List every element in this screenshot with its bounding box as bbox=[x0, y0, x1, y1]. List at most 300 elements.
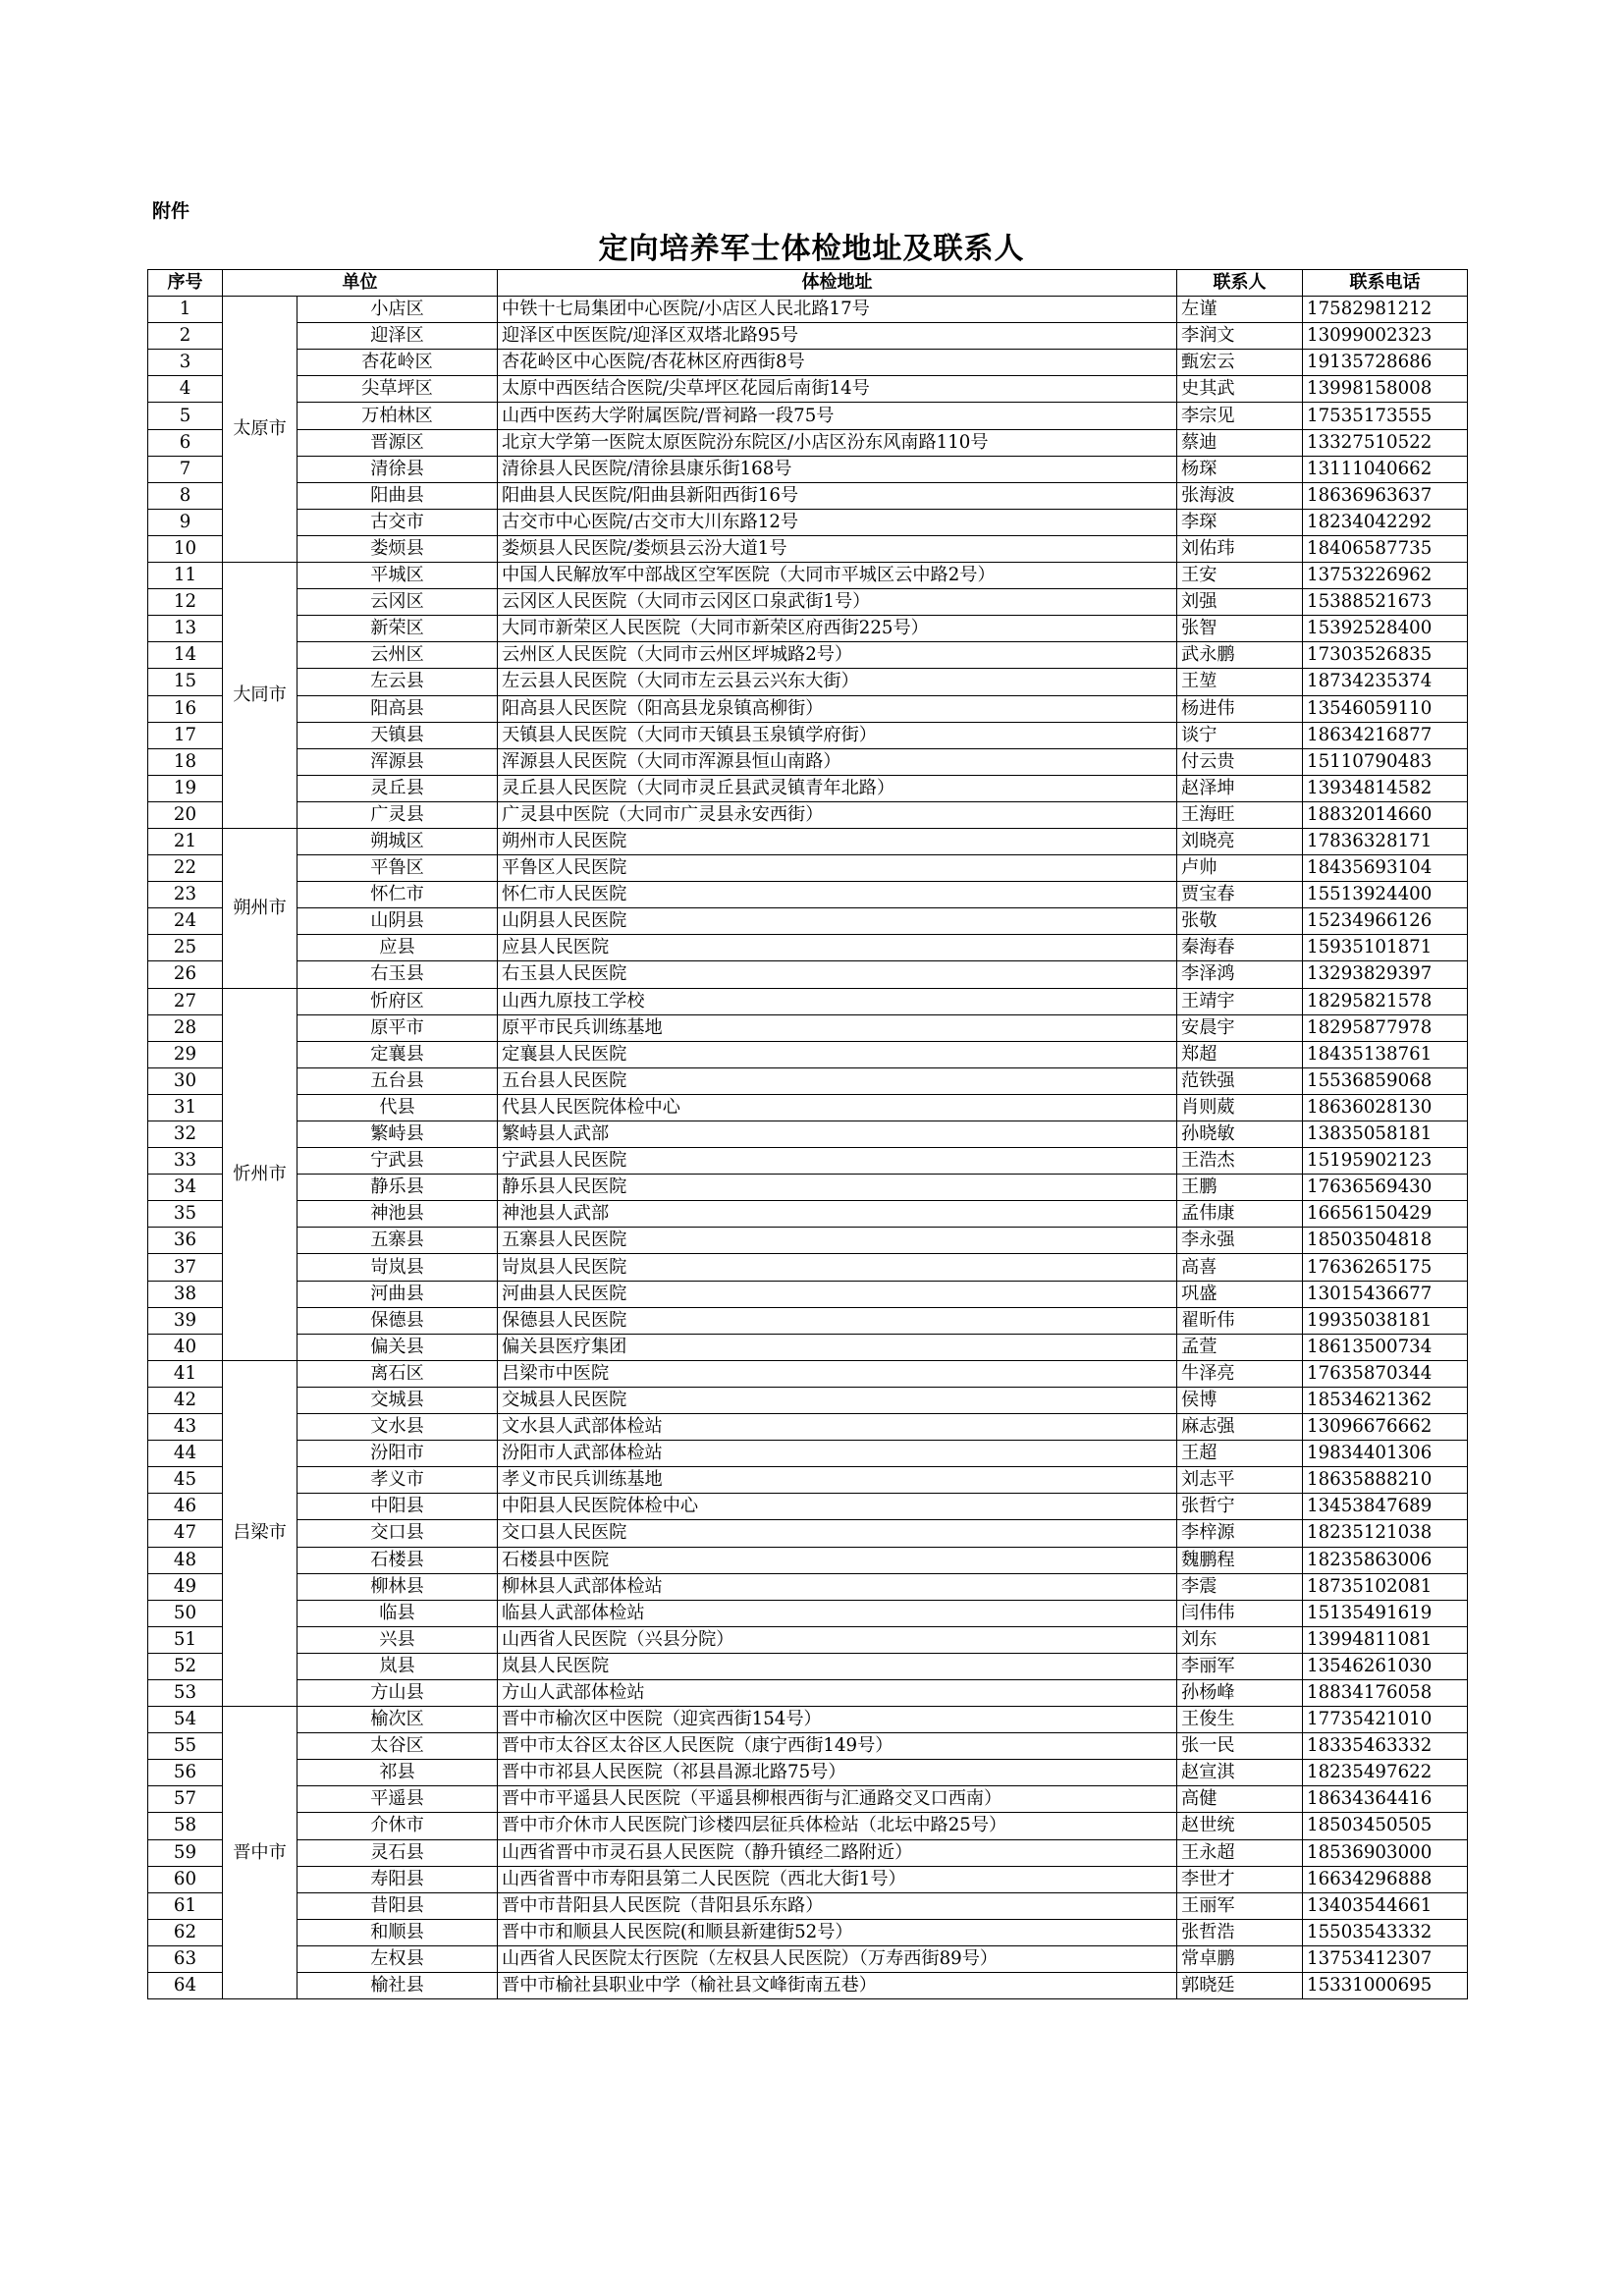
district-cell: 祁县 bbox=[298, 1760, 498, 1786]
address-cell: 岚县人民医院 bbox=[498, 1653, 1177, 1679]
address-cell: 神池县人武部 bbox=[498, 1201, 1177, 1228]
district-cell: 和顺县 bbox=[298, 1919, 498, 1945]
table-row bbox=[148, 1414, 1468, 1441]
contact-cell: 杨进伟 bbox=[1177, 695, 1303, 722]
phone-cell: 13111040662 bbox=[1303, 456, 1468, 482]
phone-cell: 13753226962 bbox=[1303, 563, 1468, 589]
contact-cell: 王超 bbox=[1177, 1441, 1303, 1467]
phone-cell: 18834176058 bbox=[1303, 1679, 1468, 1706]
address-cell: 吕梁市中医院 bbox=[498, 1360, 1177, 1387]
phone-cell: 17535173555 bbox=[1303, 403, 1468, 429]
table-row bbox=[148, 1892, 1468, 1919]
phone-cell: 13403544661 bbox=[1303, 1892, 1468, 1919]
seq-cell: 62 bbox=[148, 1919, 223, 1945]
district-cell: 山阴县 bbox=[298, 908, 498, 935]
table-row bbox=[148, 350, 1468, 376]
seq-cell: 56 bbox=[148, 1760, 223, 1786]
seq-cell: 48 bbox=[148, 1547, 223, 1573]
contact-cell: 李琛 bbox=[1177, 509, 1303, 535]
contact-cell: 秦海春 bbox=[1177, 935, 1303, 961]
seq-cell: 49 bbox=[148, 1573, 223, 1600]
phone-cell: 13998158008 bbox=[1303, 376, 1468, 403]
contact-cell: 魏鹏程 bbox=[1177, 1547, 1303, 1573]
district-cell: 繁峙县 bbox=[298, 1121, 498, 1148]
seq-cell: 2 bbox=[148, 323, 223, 350]
table-row bbox=[148, 1467, 1468, 1494]
contact-cell: 赵泽坤 bbox=[1177, 775, 1303, 801]
address-cell: 河曲县人民医院 bbox=[498, 1281, 1177, 1307]
contact-cell: 郑超 bbox=[1177, 1041, 1303, 1067]
address-cell: 晋中市榆次区中医院（迎宾西街154号） bbox=[498, 1707, 1177, 1733]
contact-cell: 刘强 bbox=[1177, 589, 1303, 616]
table-row bbox=[148, 297, 1468, 323]
address-cell: 中国人民解放军中部战区空军医院（大同市平城区云中路2号） bbox=[498, 563, 1177, 589]
exam-address-table bbox=[147, 269, 1468, 1999]
phone-cell: 18613500734 bbox=[1303, 1334, 1468, 1360]
seq-cell: 42 bbox=[148, 1387, 223, 1413]
phone-cell: 18235121038 bbox=[1303, 1520, 1468, 1547]
seq-cell: 11 bbox=[148, 563, 223, 589]
seq-cell: 24 bbox=[148, 908, 223, 935]
table-row bbox=[148, 1600, 1468, 1626]
seq-cell: 44 bbox=[148, 1441, 223, 1467]
seq-cell: 27 bbox=[148, 988, 223, 1014]
district-cell: 岢岚县 bbox=[298, 1254, 498, 1281]
district-cell: 左权县 bbox=[298, 1945, 498, 1972]
contact-cell: 郭晓廷 bbox=[1177, 1973, 1303, 1999]
district-cell: 静乐县 bbox=[298, 1175, 498, 1201]
table-row bbox=[148, 695, 1468, 722]
district-cell: 平鲁区 bbox=[298, 855, 498, 882]
table-row bbox=[148, 563, 1468, 589]
district-cell: 娄烦县 bbox=[298, 535, 498, 562]
district-cell: 保德县 bbox=[298, 1307, 498, 1334]
district-cell: 广灵县 bbox=[298, 801, 498, 828]
contact-cell: 王堃 bbox=[1177, 669, 1303, 695]
table-row bbox=[148, 1733, 1468, 1760]
contact-cell: 史其武 bbox=[1177, 376, 1303, 403]
district-cell: 天镇县 bbox=[298, 722, 498, 748]
district-cell: 介休市 bbox=[298, 1813, 498, 1839]
seq-cell: 5 bbox=[148, 403, 223, 429]
city-cell: 吕梁市 bbox=[223, 1360, 298, 1706]
district-cell: 阳高县 bbox=[298, 695, 498, 722]
district-cell: 左云县 bbox=[298, 669, 498, 695]
district-cell: 中阳县 bbox=[298, 1494, 498, 1520]
phone-cell: 17636569430 bbox=[1303, 1175, 1468, 1201]
address-cell: 朔州市人民医院 bbox=[498, 828, 1177, 854]
contact-cell: 张智 bbox=[1177, 616, 1303, 642]
district-cell: 右玉县 bbox=[298, 961, 498, 988]
contact-cell: 王鹏 bbox=[1177, 1175, 1303, 1201]
address-cell: 晋中市平遥县人民医院（平遥县柳根西街与汇通路交叉口西南） bbox=[498, 1786, 1177, 1813]
table-row bbox=[148, 1041, 1468, 1067]
phone-cell: 15135491619 bbox=[1303, 1600, 1468, 1626]
contact-cell: 王海旺 bbox=[1177, 801, 1303, 828]
table-row bbox=[148, 1175, 1468, 1201]
address-cell: 山西中医药大学附属医院/晋祠路一段75号 bbox=[498, 403, 1177, 429]
district-cell: 五寨县 bbox=[298, 1228, 498, 1254]
address-cell: 晋中市昔阳县人民医院（昔阳县乐东路） bbox=[498, 1892, 1177, 1919]
table-row bbox=[148, 1494, 1468, 1520]
table-row bbox=[148, 1707, 1468, 1733]
table-row bbox=[148, 1281, 1468, 1307]
seq-cell: 55 bbox=[148, 1733, 223, 1760]
seq-cell: 15 bbox=[148, 669, 223, 695]
table-row bbox=[148, 376, 1468, 403]
contact-cell: 常卓鹏 bbox=[1177, 1945, 1303, 1972]
table-row bbox=[148, 988, 1468, 1014]
header-address: 体检地址 bbox=[498, 270, 1177, 297]
contact-cell: 王浩杰 bbox=[1177, 1148, 1303, 1175]
address-cell: 中铁十七局集团中心医院/小店区人民北路17号 bbox=[498, 297, 1177, 323]
phone-cell: 15536859068 bbox=[1303, 1067, 1468, 1094]
table-row bbox=[148, 1387, 1468, 1413]
contact-cell: 王永超 bbox=[1177, 1839, 1303, 1866]
district-cell: 榆次区 bbox=[298, 1707, 498, 1733]
table-row bbox=[148, 1441, 1468, 1467]
city-cell: 忻州市 bbox=[223, 988, 298, 1360]
contact-cell: 左谨 bbox=[1177, 297, 1303, 323]
city-cell: 大同市 bbox=[223, 563, 298, 829]
table-row bbox=[148, 748, 1468, 775]
address-cell: 太原中西医结合医院/尖草坪区花园后南街14号 bbox=[498, 376, 1177, 403]
seq-cell: 64 bbox=[148, 1973, 223, 1999]
district-cell: 小店区 bbox=[298, 297, 498, 323]
phone-cell: 18406587735 bbox=[1303, 535, 1468, 562]
phone-cell: 13096676662 bbox=[1303, 1414, 1468, 1441]
table-row bbox=[148, 1839, 1468, 1866]
table-row bbox=[148, 403, 1468, 429]
seq-cell: 16 bbox=[148, 695, 223, 722]
phone-cell: 13994811081 bbox=[1303, 1626, 1468, 1653]
table-row bbox=[148, 456, 1468, 482]
phone-cell: 18503504818 bbox=[1303, 1228, 1468, 1254]
seq-cell: 30 bbox=[148, 1067, 223, 1094]
district-cell: 石楼县 bbox=[298, 1547, 498, 1573]
seq-cell: 25 bbox=[148, 935, 223, 961]
district-cell: 太谷区 bbox=[298, 1733, 498, 1760]
table-row bbox=[148, 1201, 1468, 1228]
district-cell: 新荣区 bbox=[298, 616, 498, 642]
district-cell: 阳曲县 bbox=[298, 482, 498, 509]
seq-cell: 47 bbox=[148, 1520, 223, 1547]
address-cell: 保德县人民医院 bbox=[498, 1307, 1177, 1334]
address-cell: 五寨县人民医院 bbox=[498, 1228, 1177, 1254]
address-cell: 五台县人民医院 bbox=[498, 1067, 1177, 1094]
district-cell: 孝义市 bbox=[298, 1467, 498, 1494]
table-row bbox=[148, 1148, 1468, 1175]
table-row bbox=[148, 1014, 1468, 1041]
table-row bbox=[148, 509, 1468, 535]
seq-cell: 10 bbox=[148, 535, 223, 562]
seq-cell: 59 bbox=[148, 1839, 223, 1866]
table-row bbox=[148, 882, 1468, 908]
seq-cell: 41 bbox=[148, 1360, 223, 1387]
contact-cell: 李世才 bbox=[1177, 1866, 1303, 1892]
table-row bbox=[148, 535, 1468, 562]
district-cell: 昔阳县 bbox=[298, 1892, 498, 1919]
table-row bbox=[148, 961, 1468, 988]
contact-cell: 武永鹏 bbox=[1177, 642, 1303, 669]
table-row bbox=[148, 1573, 1468, 1600]
address-cell: 中阳县人民医院体检中心 bbox=[498, 1494, 1177, 1520]
phone-cell: 17303526835 bbox=[1303, 642, 1468, 669]
phone-cell: 19834401306 bbox=[1303, 1441, 1468, 1467]
address-cell: 方山人武部体检站 bbox=[498, 1679, 1177, 1706]
header-unit: 单位 bbox=[223, 270, 498, 297]
city-cell: 晋中市 bbox=[223, 1707, 298, 1999]
district-cell: 云州区 bbox=[298, 642, 498, 669]
phone-cell: 18534621362 bbox=[1303, 1387, 1468, 1413]
table-row bbox=[148, 1228, 1468, 1254]
seq-cell: 17 bbox=[148, 722, 223, 748]
district-cell: 交城县 bbox=[298, 1387, 498, 1413]
table-row bbox=[148, 1919, 1468, 1945]
district-cell: 清徐县 bbox=[298, 456, 498, 482]
seq-cell: 63 bbox=[148, 1945, 223, 1972]
phone-cell: 16634296888 bbox=[1303, 1866, 1468, 1892]
phone-cell: 17836328171 bbox=[1303, 828, 1468, 854]
seq-cell: 3 bbox=[148, 350, 223, 376]
phone-cell: 18635888210 bbox=[1303, 1467, 1468, 1494]
district-cell: 浑源县 bbox=[298, 748, 498, 775]
contact-cell: 刘晓亮 bbox=[1177, 828, 1303, 854]
address-cell: 平鲁区人民医院 bbox=[498, 855, 1177, 882]
address-cell: 石楼县中医院 bbox=[498, 1547, 1177, 1573]
district-cell: 定襄县 bbox=[298, 1041, 498, 1067]
phone-cell: 18634364416 bbox=[1303, 1786, 1468, 1813]
phone-cell: 17636265175 bbox=[1303, 1254, 1468, 1281]
contact-cell: 王丽军 bbox=[1177, 1892, 1303, 1919]
seq-cell: 52 bbox=[148, 1653, 223, 1679]
seq-cell: 20 bbox=[148, 801, 223, 828]
address-cell: 孝义市民兵训练基地 bbox=[498, 1467, 1177, 1494]
address-cell: 古交市中心医院/古交市大川东路12号 bbox=[498, 509, 1177, 535]
seq-cell: 46 bbox=[148, 1494, 223, 1520]
phone-cell: 15388521673 bbox=[1303, 589, 1468, 616]
seq-cell: 51 bbox=[148, 1626, 223, 1653]
table-row bbox=[148, 1067, 1468, 1094]
address-cell: 山西省晋中市灵石县人民医院（静升镇经二路附近） bbox=[498, 1839, 1177, 1866]
seq-cell: 39 bbox=[148, 1307, 223, 1334]
phone-cell: 13099002323 bbox=[1303, 323, 1468, 350]
address-cell: 交城县人民医院 bbox=[498, 1387, 1177, 1413]
address-cell: 晋中市太谷区太谷区人民医院（康宁西街149号） bbox=[498, 1733, 1177, 1760]
contact-cell: 张敬 bbox=[1177, 908, 1303, 935]
address-cell: 云州区人民医院（大同市云州区坪城路2号） bbox=[498, 642, 1177, 669]
seq-cell: 34 bbox=[148, 1175, 223, 1201]
table-row bbox=[148, 1786, 1468, 1813]
address-cell: 定襄县人民医院 bbox=[498, 1041, 1177, 1067]
contact-cell: 王俊生 bbox=[1177, 1707, 1303, 1733]
table-row bbox=[148, 1653, 1468, 1679]
contact-cell: 巩盛 bbox=[1177, 1281, 1303, 1307]
table-row bbox=[148, 482, 1468, 509]
district-cell: 原平市 bbox=[298, 1014, 498, 1041]
contact-cell: 李梓源 bbox=[1177, 1520, 1303, 1547]
seq-cell: 50 bbox=[148, 1600, 223, 1626]
city-cell: 太原市 bbox=[223, 297, 298, 563]
phone-cell: 18636963637 bbox=[1303, 482, 1468, 509]
address-cell: 浑源县人民医院（大同市浑源县恒山南路） bbox=[498, 748, 1177, 775]
table-header-row bbox=[148, 270, 1468, 297]
district-cell: 迎泽区 bbox=[298, 323, 498, 350]
phone-cell: 13753412307 bbox=[1303, 1945, 1468, 1972]
phone-cell: 18832014660 bbox=[1303, 801, 1468, 828]
document-title: 定向培养军士体检地址及联系人 bbox=[598, 232, 1025, 266]
table-row bbox=[148, 828, 1468, 854]
contact-cell: 张海波 bbox=[1177, 482, 1303, 509]
contact-cell: 赵宣淇 bbox=[1177, 1760, 1303, 1786]
district-cell: 灵丘县 bbox=[298, 775, 498, 801]
address-cell: 山阴县人民医院 bbox=[498, 908, 1177, 935]
contact-cell: 张哲宁 bbox=[1177, 1494, 1303, 1520]
address-cell: 天镇县人民医院（大同市天镇县玉泉镇学府街） bbox=[498, 722, 1177, 748]
contact-cell: 张一民 bbox=[1177, 1733, 1303, 1760]
address-cell: 迎泽区中医医院/迎泽区双塔北路95号 bbox=[498, 323, 1177, 350]
contact-cell: 刘佑玮 bbox=[1177, 535, 1303, 562]
table-row bbox=[148, 935, 1468, 961]
phone-cell: 17735421010 bbox=[1303, 1707, 1468, 1733]
seq-cell: 28 bbox=[148, 1014, 223, 1041]
seq-cell: 60 bbox=[148, 1866, 223, 1892]
table-row bbox=[148, 1813, 1468, 1839]
district-cell: 河曲县 bbox=[298, 1281, 498, 1307]
district-cell: 宁武县 bbox=[298, 1148, 498, 1175]
table-row bbox=[148, 1121, 1468, 1148]
address-cell: 柳林县人武部体检站 bbox=[498, 1573, 1177, 1600]
address-cell: 阳高县人民医院（阳高县龙泉镇高柳街） bbox=[498, 695, 1177, 722]
district-cell: 榆社县 bbox=[298, 1973, 498, 1999]
phone-cell: 18435693104 bbox=[1303, 855, 1468, 882]
table-row bbox=[148, 775, 1468, 801]
seq-cell: 53 bbox=[148, 1679, 223, 1706]
address-cell: 灵丘县人民医院（大同市灵丘县武灵镇青年北路） bbox=[498, 775, 1177, 801]
address-cell: 偏关县医疗集团 bbox=[498, 1334, 1177, 1360]
contact-cell: 李润文 bbox=[1177, 323, 1303, 350]
address-cell: 广灵县中医院（大同市广灵县永安西街） bbox=[498, 801, 1177, 828]
address-cell: 文水县人武部体检站 bbox=[498, 1414, 1177, 1441]
header-phone: 联系电话 bbox=[1303, 270, 1468, 297]
address-cell: 应县人民医院 bbox=[498, 935, 1177, 961]
phone-cell: 13453847689 bbox=[1303, 1494, 1468, 1520]
table-row bbox=[148, 1945, 1468, 1972]
district-cell: 朔城区 bbox=[298, 828, 498, 854]
table-row bbox=[148, 1520, 1468, 1547]
address-cell: 交口县人民医院 bbox=[498, 1520, 1177, 1547]
district-cell: 离石区 bbox=[298, 1360, 498, 1387]
table-row bbox=[148, 1760, 1468, 1786]
address-cell: 山西省人民医院（兴县分院） bbox=[498, 1626, 1177, 1653]
contact-cell: 张哲浩 bbox=[1177, 1919, 1303, 1945]
address-cell: 晋中市和顺县人民医院(和顺县新建街52号） bbox=[498, 1919, 1177, 1945]
phone-cell: 16656150429 bbox=[1303, 1201, 1468, 1228]
table-row bbox=[148, 589, 1468, 616]
table-row bbox=[148, 908, 1468, 935]
district-cell: 岚县 bbox=[298, 1653, 498, 1679]
phone-cell: 13293829397 bbox=[1303, 961, 1468, 988]
district-cell: 五台县 bbox=[298, 1067, 498, 1094]
seq-cell: 54 bbox=[148, 1707, 223, 1733]
address-cell: 晋中市介休市人民医院门诊楼四层征兵体检站（北坛中路25号） bbox=[498, 1813, 1177, 1839]
address-cell: 岢岚县人民医院 bbox=[498, 1254, 1177, 1281]
phone-cell: 18234042292 bbox=[1303, 509, 1468, 535]
address-cell: 山西省晋中市寿阳县第二人民医院（西北大街1号） bbox=[498, 1866, 1177, 1892]
contact-cell: 王靖宇 bbox=[1177, 988, 1303, 1014]
seq-cell: 40 bbox=[148, 1334, 223, 1360]
seq-cell: 45 bbox=[148, 1467, 223, 1494]
address-cell: 山西省人民医院太行医院（左权县人民医院）（万寿西街89号） bbox=[498, 1945, 1177, 1972]
phone-cell: 18335463332 bbox=[1303, 1733, 1468, 1760]
table-row bbox=[148, 1360, 1468, 1387]
seq-cell: 36 bbox=[148, 1228, 223, 1254]
address-cell: 阳曲县人民医院/阳曲县新阳西街16号 bbox=[498, 482, 1177, 509]
address-cell: 宁武县人民医院 bbox=[498, 1148, 1177, 1175]
contact-cell: 杨琛 bbox=[1177, 456, 1303, 482]
seq-cell: 21 bbox=[148, 828, 223, 854]
address-cell: 代县人民医院体检中心 bbox=[498, 1094, 1177, 1121]
address-cell: 静乐县人民医院 bbox=[498, 1175, 1177, 1201]
header-contact: 联系人 bbox=[1177, 270, 1303, 297]
table-row bbox=[148, 1254, 1468, 1281]
address-cell: 北京大学第一医院太原医院汾东院区/小店区汾东风南路110号 bbox=[498, 429, 1177, 456]
phone-cell: 15331000695 bbox=[1303, 1973, 1468, 1999]
address-cell: 云冈区人民医院（大同市云冈区口泉武街1号） bbox=[498, 589, 1177, 616]
table-row bbox=[148, 1094, 1468, 1121]
address-cell: 娄烦县人民医院/娄烦县云汾大道1号 bbox=[498, 535, 1177, 562]
contact-cell: 蔡迪 bbox=[1177, 429, 1303, 456]
seq-cell: 23 bbox=[148, 882, 223, 908]
seq-cell: 37 bbox=[148, 1254, 223, 1281]
phone-cell: 18435138761 bbox=[1303, 1041, 1468, 1067]
phone-cell: 15513924400 bbox=[1303, 882, 1468, 908]
contact-cell: 麻志强 bbox=[1177, 1414, 1303, 1441]
contact-cell: 孙杨峰 bbox=[1177, 1679, 1303, 1706]
district-cell: 晋源区 bbox=[298, 429, 498, 456]
seq-cell: 4 bbox=[148, 376, 223, 403]
seq-cell: 35 bbox=[148, 1201, 223, 1228]
phone-cell: 18734235374 bbox=[1303, 669, 1468, 695]
phone-cell: 13546059110 bbox=[1303, 695, 1468, 722]
phone-cell: 17582981212 bbox=[1303, 297, 1468, 323]
phone-cell: 13327510522 bbox=[1303, 429, 1468, 456]
district-cell: 柳林县 bbox=[298, 1573, 498, 1600]
address-cell: 怀仁市人民医院 bbox=[498, 882, 1177, 908]
address-cell: 临县人武部体检站 bbox=[498, 1600, 1177, 1626]
phone-cell: 18636028130 bbox=[1303, 1094, 1468, 1121]
seq-cell: 7 bbox=[148, 456, 223, 482]
header-seq: 序号 bbox=[148, 270, 223, 297]
district-cell: 文水县 bbox=[298, 1414, 498, 1441]
contact-cell: 贾宝春 bbox=[1177, 882, 1303, 908]
district-cell: 兴县 bbox=[298, 1626, 498, 1653]
contact-cell: 高喜 bbox=[1177, 1254, 1303, 1281]
contact-cell: 李震 bbox=[1177, 1573, 1303, 1600]
address-cell: 杏花岭区中心医院/杏花林区府西街8号 bbox=[498, 350, 1177, 376]
contact-cell: 谈宁 bbox=[1177, 722, 1303, 748]
phone-cell: 18295821578 bbox=[1303, 988, 1468, 1014]
phone-cell: 17635870344 bbox=[1303, 1360, 1468, 1387]
district-cell: 方山县 bbox=[298, 1679, 498, 1706]
contact-cell: 甄宏云 bbox=[1177, 350, 1303, 376]
contact-cell: 付云贵 bbox=[1177, 748, 1303, 775]
district-cell: 万柏林区 bbox=[298, 403, 498, 429]
contact-cell: 李泽鸿 bbox=[1177, 961, 1303, 988]
seq-cell: 29 bbox=[148, 1041, 223, 1067]
table-row bbox=[148, 1866, 1468, 1892]
table-row bbox=[148, 722, 1468, 748]
